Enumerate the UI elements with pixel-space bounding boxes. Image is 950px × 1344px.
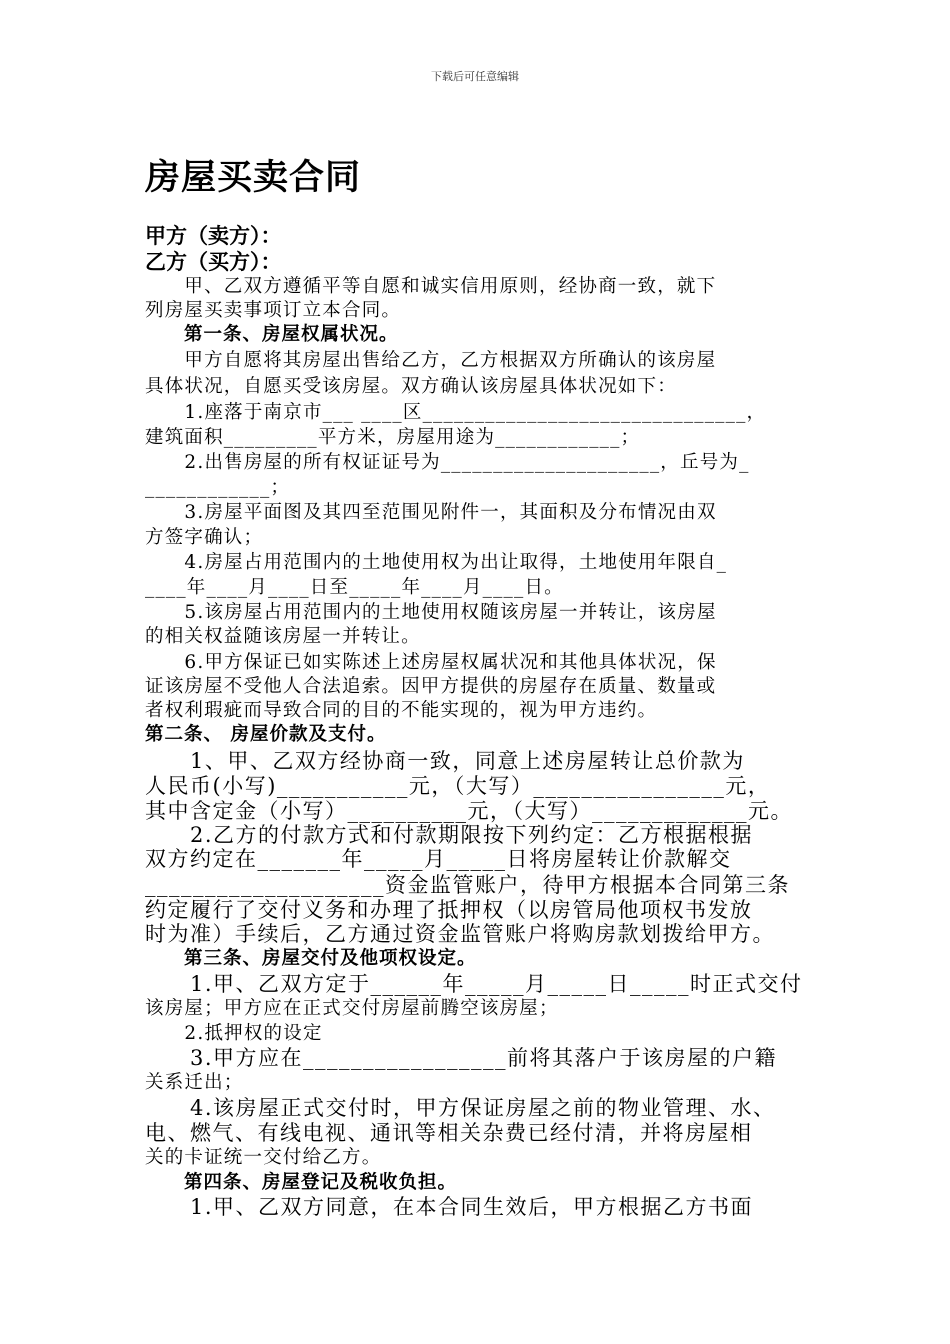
body-line: 电、燃气、有线电视、通讯等相关杂费已经付清，并将房屋相 — [145, 1121, 753, 1145]
body-line: 4.该房屋正式交付时，甲方保证房屋之前的物业管理、水、 — [145, 1096, 776, 1120]
body-line: 其中含定金（小写）__________元，（大写）_____________元。 — [145, 799, 793, 823]
body-line: 具体状况，自愿买受该房屋。双方确认该房屋具体状况如下： — [145, 376, 677, 397]
body-line: 5.该房屋占用范围内的土地使用权随该房屋一并转让，该房屋 — [145, 602, 717, 623]
body-line: 关系迁出； — [145, 1072, 244, 1093]
body-line: 1、甲、乙双方经协商一致，同意上述房屋转让总价款为 — [145, 749, 745, 773]
body-line: 者权利瑕疵而导致合同的目的不能实现的，视为甲方违约。 — [145, 700, 658, 721]
body-line: 该房屋；甲方应在正式交付房屋前腾空该房屋； — [145, 998, 559, 1019]
body-line: 方签字确认； — [145, 527, 264, 548]
body-line: 双方约定在_______年_____月_____日将房屋转让价款解交 — [145, 847, 732, 871]
body-line: 3.甲方应在_________________前将其落户于该房屋的户籍 — [145, 1046, 778, 1070]
body-line: 2.抵押权的设定 — [145, 1023, 323, 1044]
body-line: 6.甲方保证已如实陈述上述房屋权属状况和其他具体状况，保 — [145, 652, 717, 673]
body-line: 人民币(小写)___________元，（大写）________________元， — [145, 774, 771, 798]
section-heading: 第四条、房屋登记及税收负担。 — [145, 1172, 458, 1193]
body-line: 2.乙方的付款方式和付款期限按下列约定：乙方根据根据 — [145, 823, 754, 847]
section-heading: 第二条、 房屋价款及支付。 — [145, 724, 387, 745]
body-line: ____________________资金监管账户，待甲方根据本合同第三条 — [145, 873, 790, 897]
body-line: 约定履行了交付义务和办理了抵押权（以房管局他项权书发放 — [145, 898, 753, 922]
body-line: 关的卡证统一交付给乙方。 — [145, 1147, 382, 1168]
body-line: 列房屋买卖事项订立本合同。 — [145, 300, 402, 321]
section-heading: 第三条、房屋交付及他项权设定。 — [145, 948, 477, 969]
header-note: 下载后可任意编辑 — [431, 70, 519, 83]
body-line: 建筑面积_________平方米，房屋用途为____________； — [145, 427, 641, 448]
body-line: 2.出售房屋的所有权证证号为_____________________，丘号为_ — [145, 452, 750, 473]
body-line: 证该房屋不受他人合法追索。因甲方提供的房屋存在质量、数量或 — [145, 676, 717, 697]
party-a-label: 甲方（卖方）： — [145, 224, 282, 248]
page-title: 房屋买卖合同 — [145, 158, 362, 198]
party-b-label: 乙方（买方）： — [145, 250, 282, 274]
body-line: ____________； — [145, 477, 291, 498]
body-line: 1.座落于南京市___ ____区_______________________________， — [145, 402, 767, 423]
body-line: 1.甲、乙双方同意，在本合同生效后，甲方根据乙方书面 — [145, 1195, 754, 1219]
body-line: 的相关权益随该房屋一并转让。 — [145, 626, 421, 647]
body-line: 甲方自愿将其房屋出售给乙方，乙方根据双方所确认的该房屋 — [145, 350, 717, 371]
body-line: 甲、乙双方遵循平等自愿和诚实信用原则，经协商一致，就下 — [145, 276, 717, 297]
section-heading: 第一条、房屋权属状况。 — [145, 324, 399, 345]
body-line: 4.房屋占用范围内的土地使用权为出让取得，土地使用年限自_ — [145, 552, 728, 573]
body-line: 1.甲、乙双方定于______年_____月_____日_____时正式交付 — [145, 972, 803, 996]
body-line: 3.房屋平面图及其四至范围见附件一，其面积及分布情况由双 — [145, 502, 717, 523]
body-line: 时为准）手续后，乙方通过资金监管账户将购房款划拨给甲方。 — [145, 922, 775, 946]
body-line: ____年____月____日至_____年____月____日。 — [145, 577, 564, 598]
